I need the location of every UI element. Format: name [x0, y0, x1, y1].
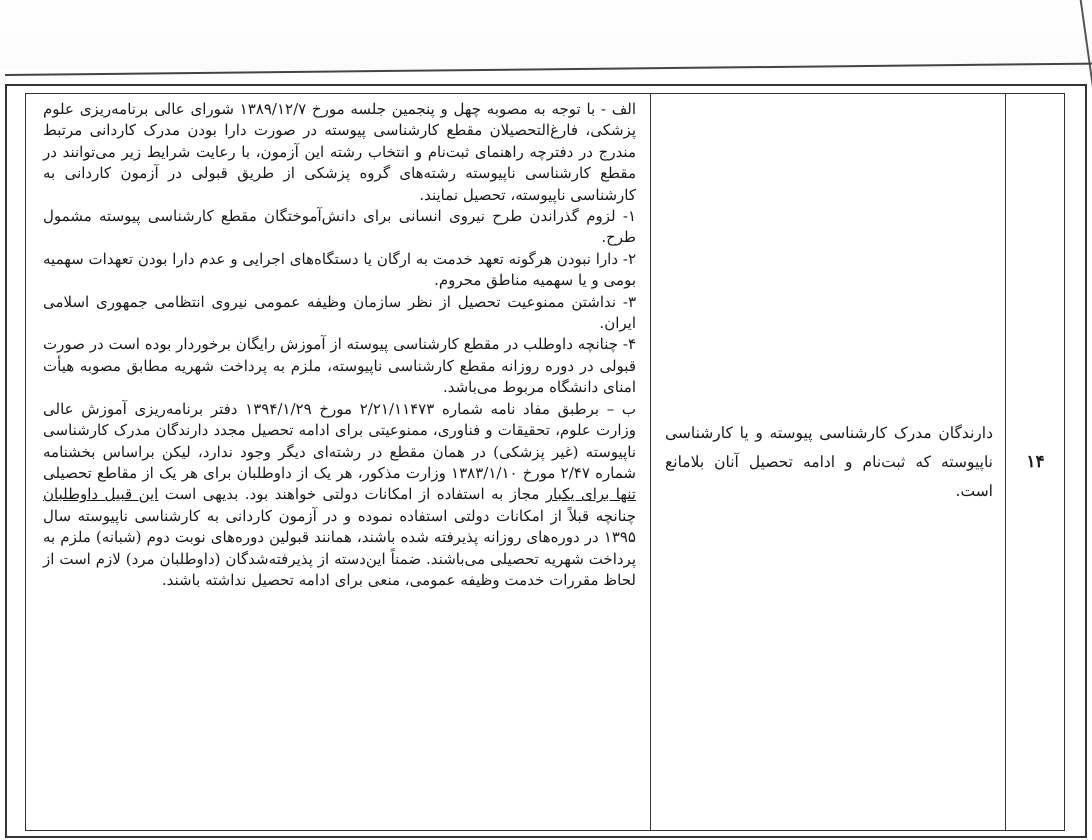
- page-top-margin: [0, 0, 1092, 70]
- condition-item-1: ۱- لزوم گذراندن طرح نیروی انسانی برای دانش‌آموختگان مقطع کارشناسی پیوسته مشمول طرح.: [43, 207, 636, 247]
- title-cell: [650, 93, 1005, 831]
- paragraph-a: الف - با توجه به مصوبه چهل و پنجمین جلسه مورخ ۱۳۸۹/۱۲/۷ شورای عالی برنامه‌ریزی علوم پزشکی، فارغ‌التحصیلان مقطع کارشناسی پیوسته در صورت دارا بودن مدرک کاردانی مرتبط مندرج در دفترچه راهنمای ثبت‌نام و انتخاب رشته این آزمون، با رعایت شرایط زیر می‌توانند در مقطع کارشناسی ناپیوسته رشته‌های گروه پزشکی از طریق قبولی در آزمون کاردانی به کارشناسی ناپیوسته، تحصیل نمایند.: [43, 100, 636, 204]
- paragraph-b-underlined-1: تنها برای یکبار: [545, 485, 636, 504]
- paragraph-b-text-2: مجاز به استفاده از امکانات دولتی خواهند بود. بدیهی است: [158, 485, 546, 504]
- condition-item-2: ۲- دارا نبودن هرگونه تعهد خدمت به ارگان یا دستگاه‌های اجرایی و عدم دارا بودن تعهدات سهمیه بومی و یا سهمیه مناطق محروم.: [43, 249, 636, 290]
- row-number-cell: [1005, 93, 1065, 831]
- paragraph-b-text-1: ب – برطبق مفاد نامه شماره ۲/۲۱/۱۱۴۷۳ مورخ ۱۳۹۴/۱/۲۹ دفتر برنامه‌ریزی آموزش عالی وزارت علوم، تحقیقات و فناوری، ممنوعیتی برای ادامه تحصیل مجدد دارندگان مدرک کارشناسی ناپیوسته (غیر پزشکی) در همان مقطع در رشته‌ای دیگر وجود ندارد، لیکن براساس بخشنامه شماره ۲/۴۷ مورخ ۱۳۸۳/۱/۱۰ وزارت مذکور، هر یک از داوطلبان برای هر یک از مقاطع تحصیلی: [43, 399, 636, 482]
- condition-item-4: ۴- چنانچه داوطلب در مقطع کارشناسی پیوسته از آموزش رایگان برخوردار بوده است در صورت قبولی در دوره روزانه مقطع کارشناسی ناپیوسته، ملزم به پرداخت شهریه مطابق مصوبه هیأت امنای دانشگاه مربوط می‌باشد.: [43, 335, 636, 397]
- paragraph-b: [43, 399, 636, 592]
- title-text: دارندگان مدرک کارشناسی پیوسته و یا کارشناسی ناپیوسته که ثبت‌نام و ادامه تحصیل آنان بلامانع است.: [665, 423, 993, 500]
- condition-item-3: ۳- نداشتن ممنوعیت تحصیل از نظر سازمان وظیفه عمومی نیروی انتظامی جمهوری اسلامی ایران.: [43, 292, 636, 333]
- row-number: ۱۴: [1026, 452, 1045, 472]
- paragraph-b-text-3: چنانچه قبلاً از امکانات دولتی استفاده نموده و در آزمون کاردانی به کارشناسی ناپیوسته سال ۱۳۹۵ در دوره‌های روزانه پذیرفته شده باشند، همانند قبولین دوره‌های نوبت دوم (شبانه) ملزم به پرداخت شهریه تحصیلی می‌باشند. ضمناً این‌دسته از پذیرفته‌شدگان (داوطلبان مرد) لازم است از لحاظ مقررات خدمت وظیفه عمومی، منعی برای ادامه تحصیل نداشته باشند.: [43, 506, 636, 589]
- description-cell: [25, 93, 650, 831]
- paragraph-b-underlined-2: این قبیل داوطلبان: [43, 485, 159, 504]
